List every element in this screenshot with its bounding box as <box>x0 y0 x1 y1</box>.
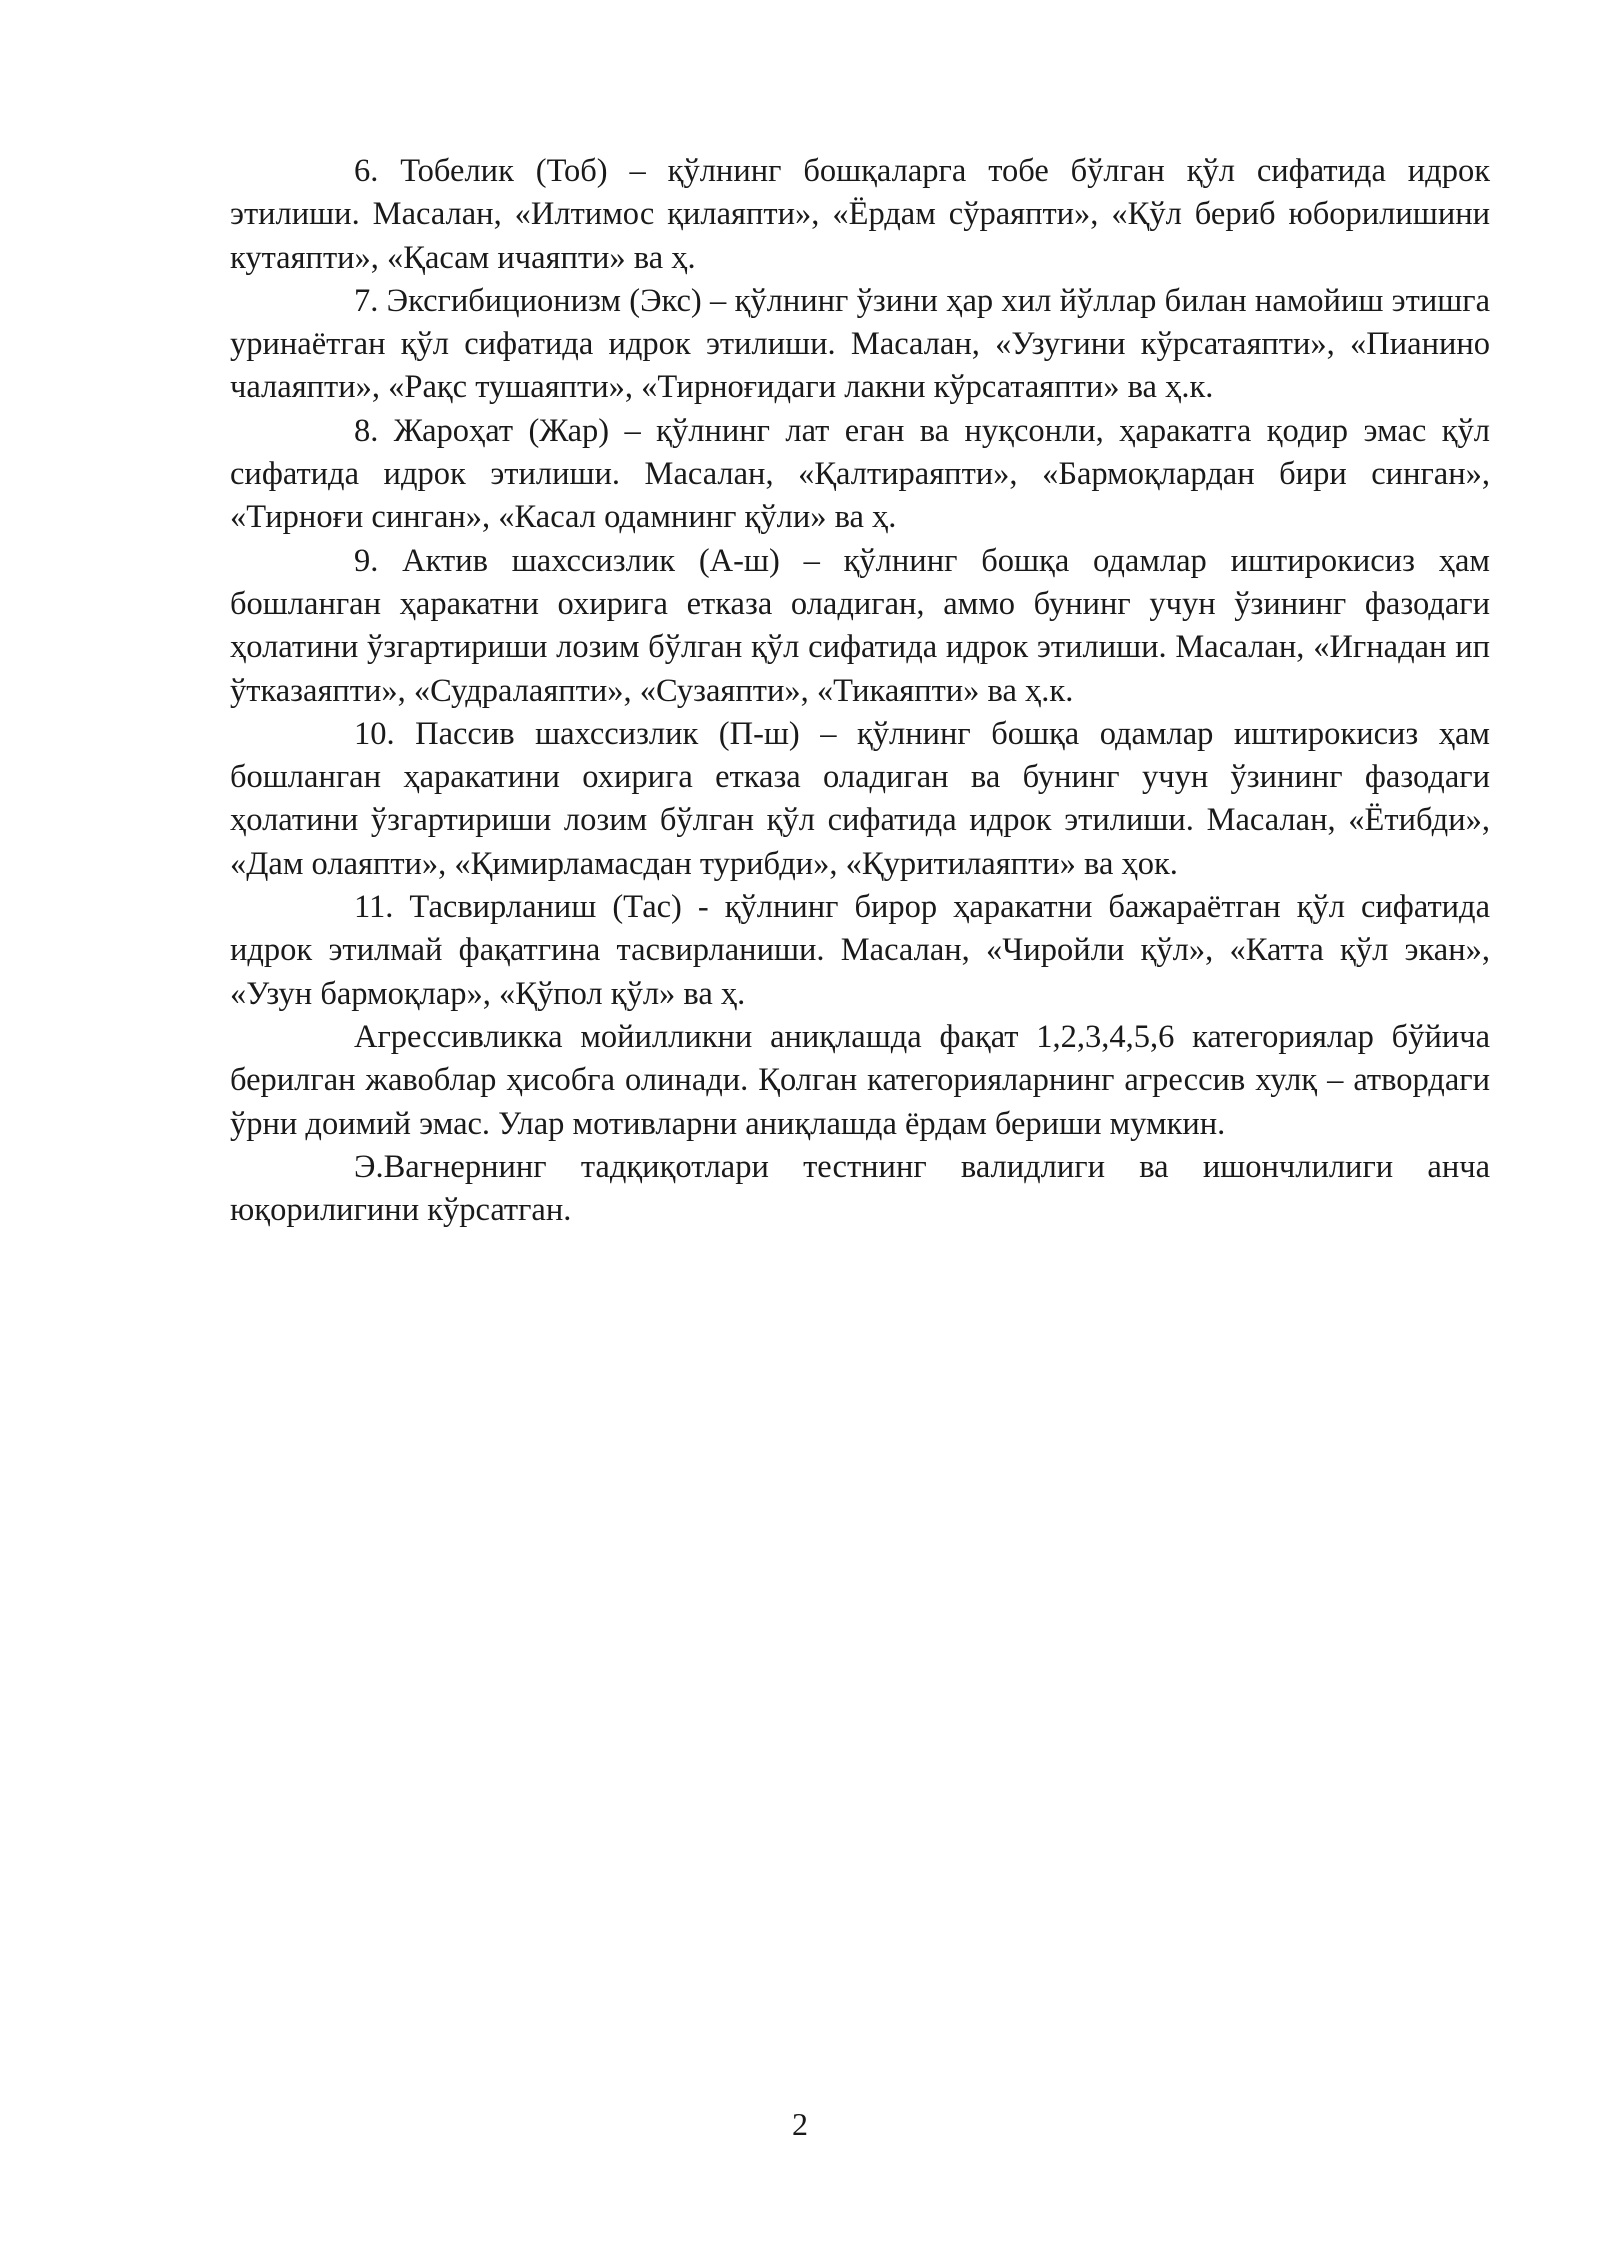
paragraph-category-9: 9. Актив шахссизлик (А-ш) – қўлнинг бошқа одамлар иштирокисиз ҳам бошланган ҳаракатни охирига етказа оладиган, аммо бунинг учун ўзининг фазодаги ҳолатини ўзгартириши лозим бўлган қўл сифатида идрок этилиши. Масалан, «Игнадан ип ўтказаяпти», «Судралаяпти», «Сузаяпти», «Тикаяпти» ва ҳ.к. <box>230 542 1490 709</box>
paragraph-validity-note: Э.Вагнернинг тадқиқотлари тестнинг валидлиги ва ишончлилиги анча юқорилигини кўрсатган. <box>230 1148 1490 1229</box>
paragraph-category-7: 7. Эксгибиционизм (Экс) – қўлнинг ўзини ҳар хил йўллар билан намойиш этишга уринаётган қўл сифатида идрок этилиши. Масалан, «Узугини кўрсатаяпти», «Пианино чалаяпти», «Рақс тушаяпти», «Тирноғидаги лакни кўрсатаяпти» ва ҳ.к. <box>230 282 1490 406</box>
paragraph-aggression-note: Агрессивликка мойилликни аниқлашда фақат 1,2,3,4,5,6 категориялар бўйича берилган жавоблар ҳисобга олинади. Қолган категорияларнинг агрессив хулқ – атвордаги ўрни доимий эмас. Улар мотивларни аниқлашда ёрдам бериши мумкин. <box>230 1018 1490 1142</box>
paragraph-category-10: 10. Пассив шахссизлик (П-ш) – қўлнинг бошқа одамлар иштирокисиз ҳам бошланган ҳаракатини охирига етказа оладиган ва бунинг учун ўзининг фазодаги ҳолатини ўзгартириши лозим бўлган қўл сифатида идрок этилиши. Масалан, «Ётибди», «Дам олаяпти», «Қимирламасдан турибди», «Қуритилаяпти» ва ҳок. <box>230 715 1490 882</box>
page-number: 2 <box>792 2106 808 2142</box>
paragraph-category-11: 11. Тасвирланиш (Тас) - қўлнинг бирор ҳаракатни бажараётган қўл сифатида идрок этилмай фақатгина тасвирланиши. Масалан, «Чиройли қўл», «Катта қўл экан», «Узун бармоқлар», «Қўпол қўл» ва ҳ. <box>230 889 1490 1012</box>
paragraph-category-8: 8. Жароҳат (Жар) – қўлнинг лат еган ва нуқсонли, ҳаракатга қодир эмас қўл сифатида идрок этилиши. Масалан, «Қалтираяпти», «Бармоқлардан бири синган», «Тирноғи синган», «Касал одамнинг қўли» ва ҳ. <box>230 412 1490 536</box>
document-body <box>230 150 1490 1232</box>
paragraph-category-6: 6. Тобелик (Тоб) – қўлнинг бошқаларга тобе бўлган қўл сифатида идрок этилиши. Масалан, «Илтимос қилаяпти», «Ёрдам сўраяпти», «Қўл бериб юборилишини кутаяпти», «Қасам ичаяпти» ва ҳ. <box>230 153 1490 276</box>
